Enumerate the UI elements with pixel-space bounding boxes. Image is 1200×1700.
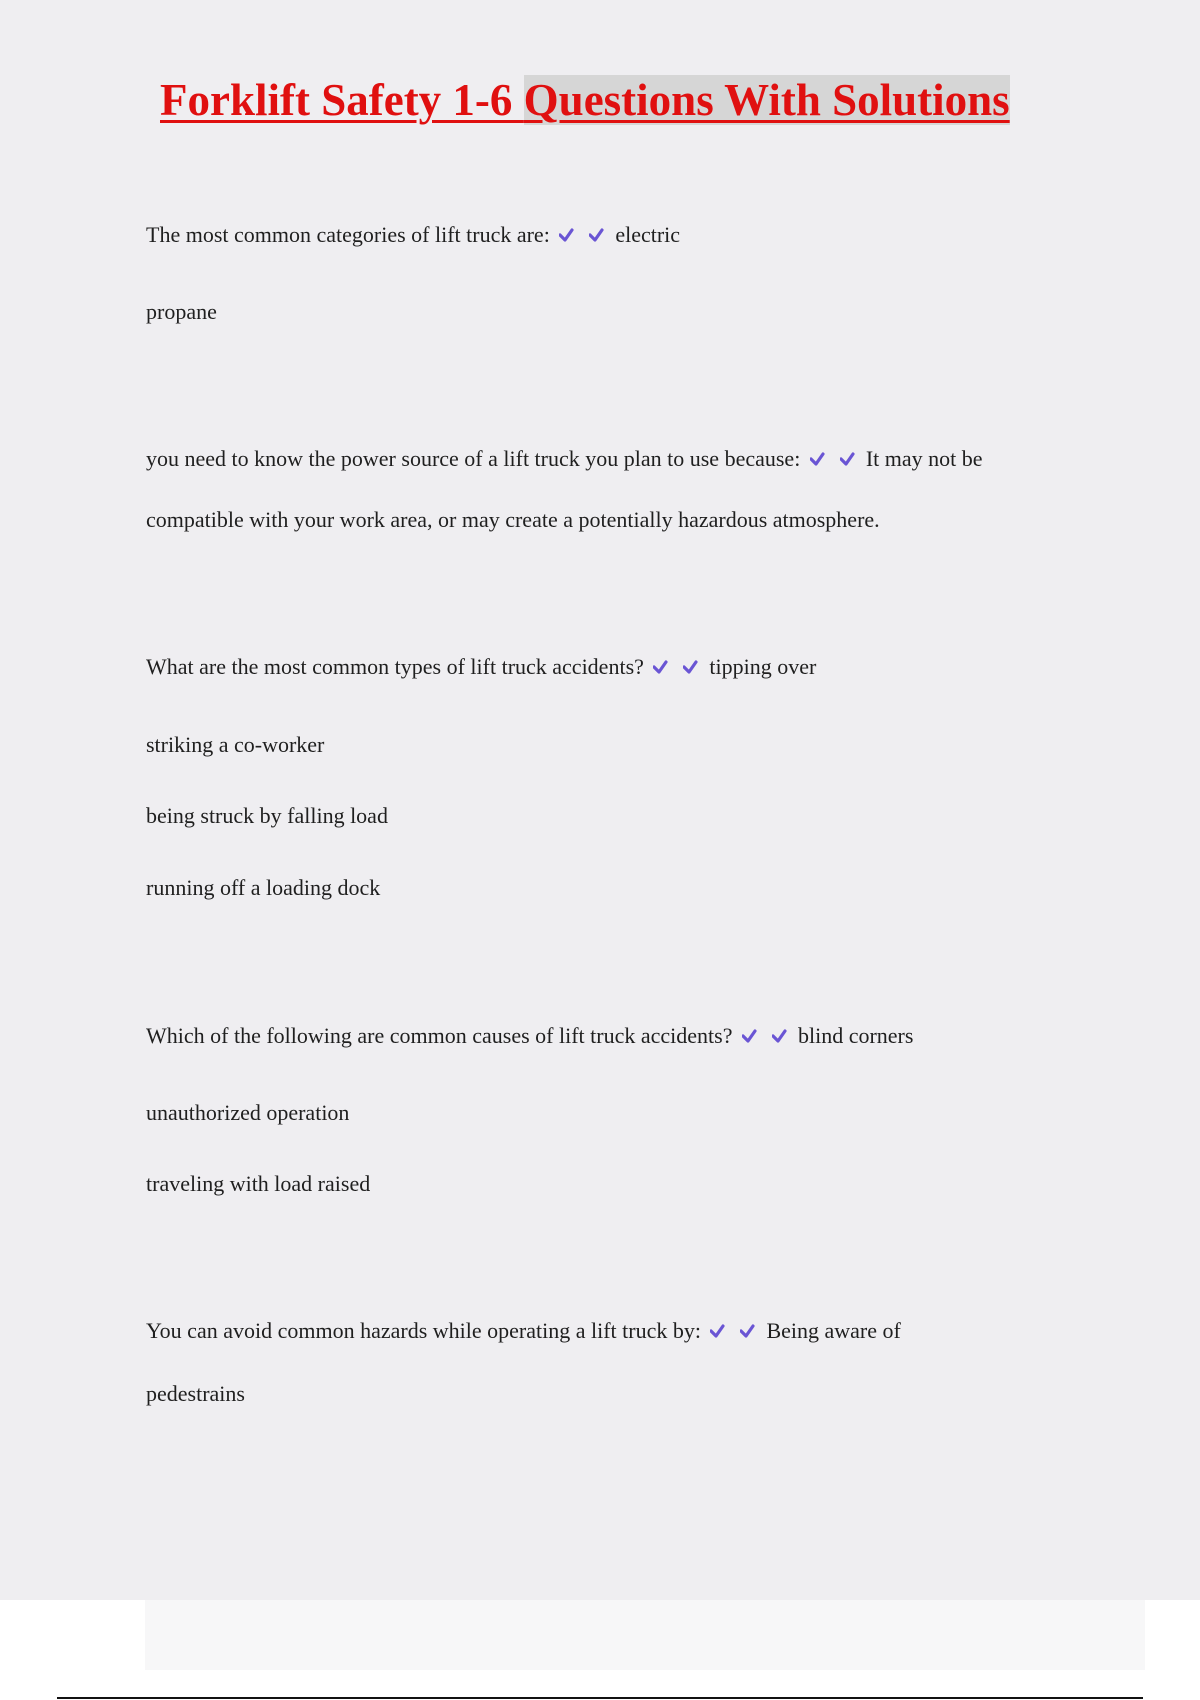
qa-4-question-line [146,1022,913,1050]
qa-5-answer: Being aware of [766,1318,901,1343]
double-checkmark-icon [559,224,585,246]
qa-3-question: What are the most common types of lift truck accidents? [146,654,644,679]
qa-3-question-line [146,653,816,681]
bottom-divider [57,1697,1143,1699]
double-checkmark-icon [740,1320,766,1342]
qa-3-answer-line-3: being struck by falling load [146,803,388,828]
double-checkmark-icon [772,1025,798,1047]
qa-4-answer: blind corners [797,1023,914,1048]
double-checkmark-icon [589,224,615,246]
qa-1-answer: electric [615,222,681,247]
title-part-2-highlighted: Questions With Solutions [523,75,1010,125]
double-checkmark-icon [742,1025,768,1047]
qa-4-answer-line-3: traveling with load raised [146,1171,371,1196]
qa-3-answer-line-2: striking a co-worker [146,732,325,757]
qa-1-question-line [146,221,680,249]
qa-1-answer-line: propane [146,299,217,324]
qa-2-question-line [146,445,983,473]
qa-1-question: The most common categories of lift truck are: [146,222,550,247]
qa-2-answer: It may not be [865,446,983,471]
double-checkmark-icon [710,1320,736,1342]
double-checkmark-icon [840,448,866,470]
qa-4-question: Which of the following are common causes of lift truck accidents? [146,1023,733,1048]
double-checkmark-icon [810,448,836,470]
qa-2-answer-line: compatible with your work area, or may create a potentially hazardous atmosphere. [146,507,880,532]
qa-5-answer-line-2: pedestrains [146,1381,245,1406]
document-title [160,72,1010,128]
qa-5-question: You can avoid common hazards while operating a lift truck by: [146,1318,701,1343]
qa-2-question: you need to know the power source of a lift truck you plan to use because: [146,446,801,471]
double-checkmark-icon [653,656,679,678]
double-checkmark-icon [683,656,709,678]
qa-4-answer-line-2: unauthorized operation [146,1100,350,1125]
title-part-1: Forklift Safety 1-6 [160,75,524,125]
qa-5-question-line [146,1317,901,1345]
next-page-strip [145,1600,1145,1670]
qa-3-answer-line-4: running off a loading dock [146,875,381,900]
qa-3-answer: tipping over [709,654,817,679]
